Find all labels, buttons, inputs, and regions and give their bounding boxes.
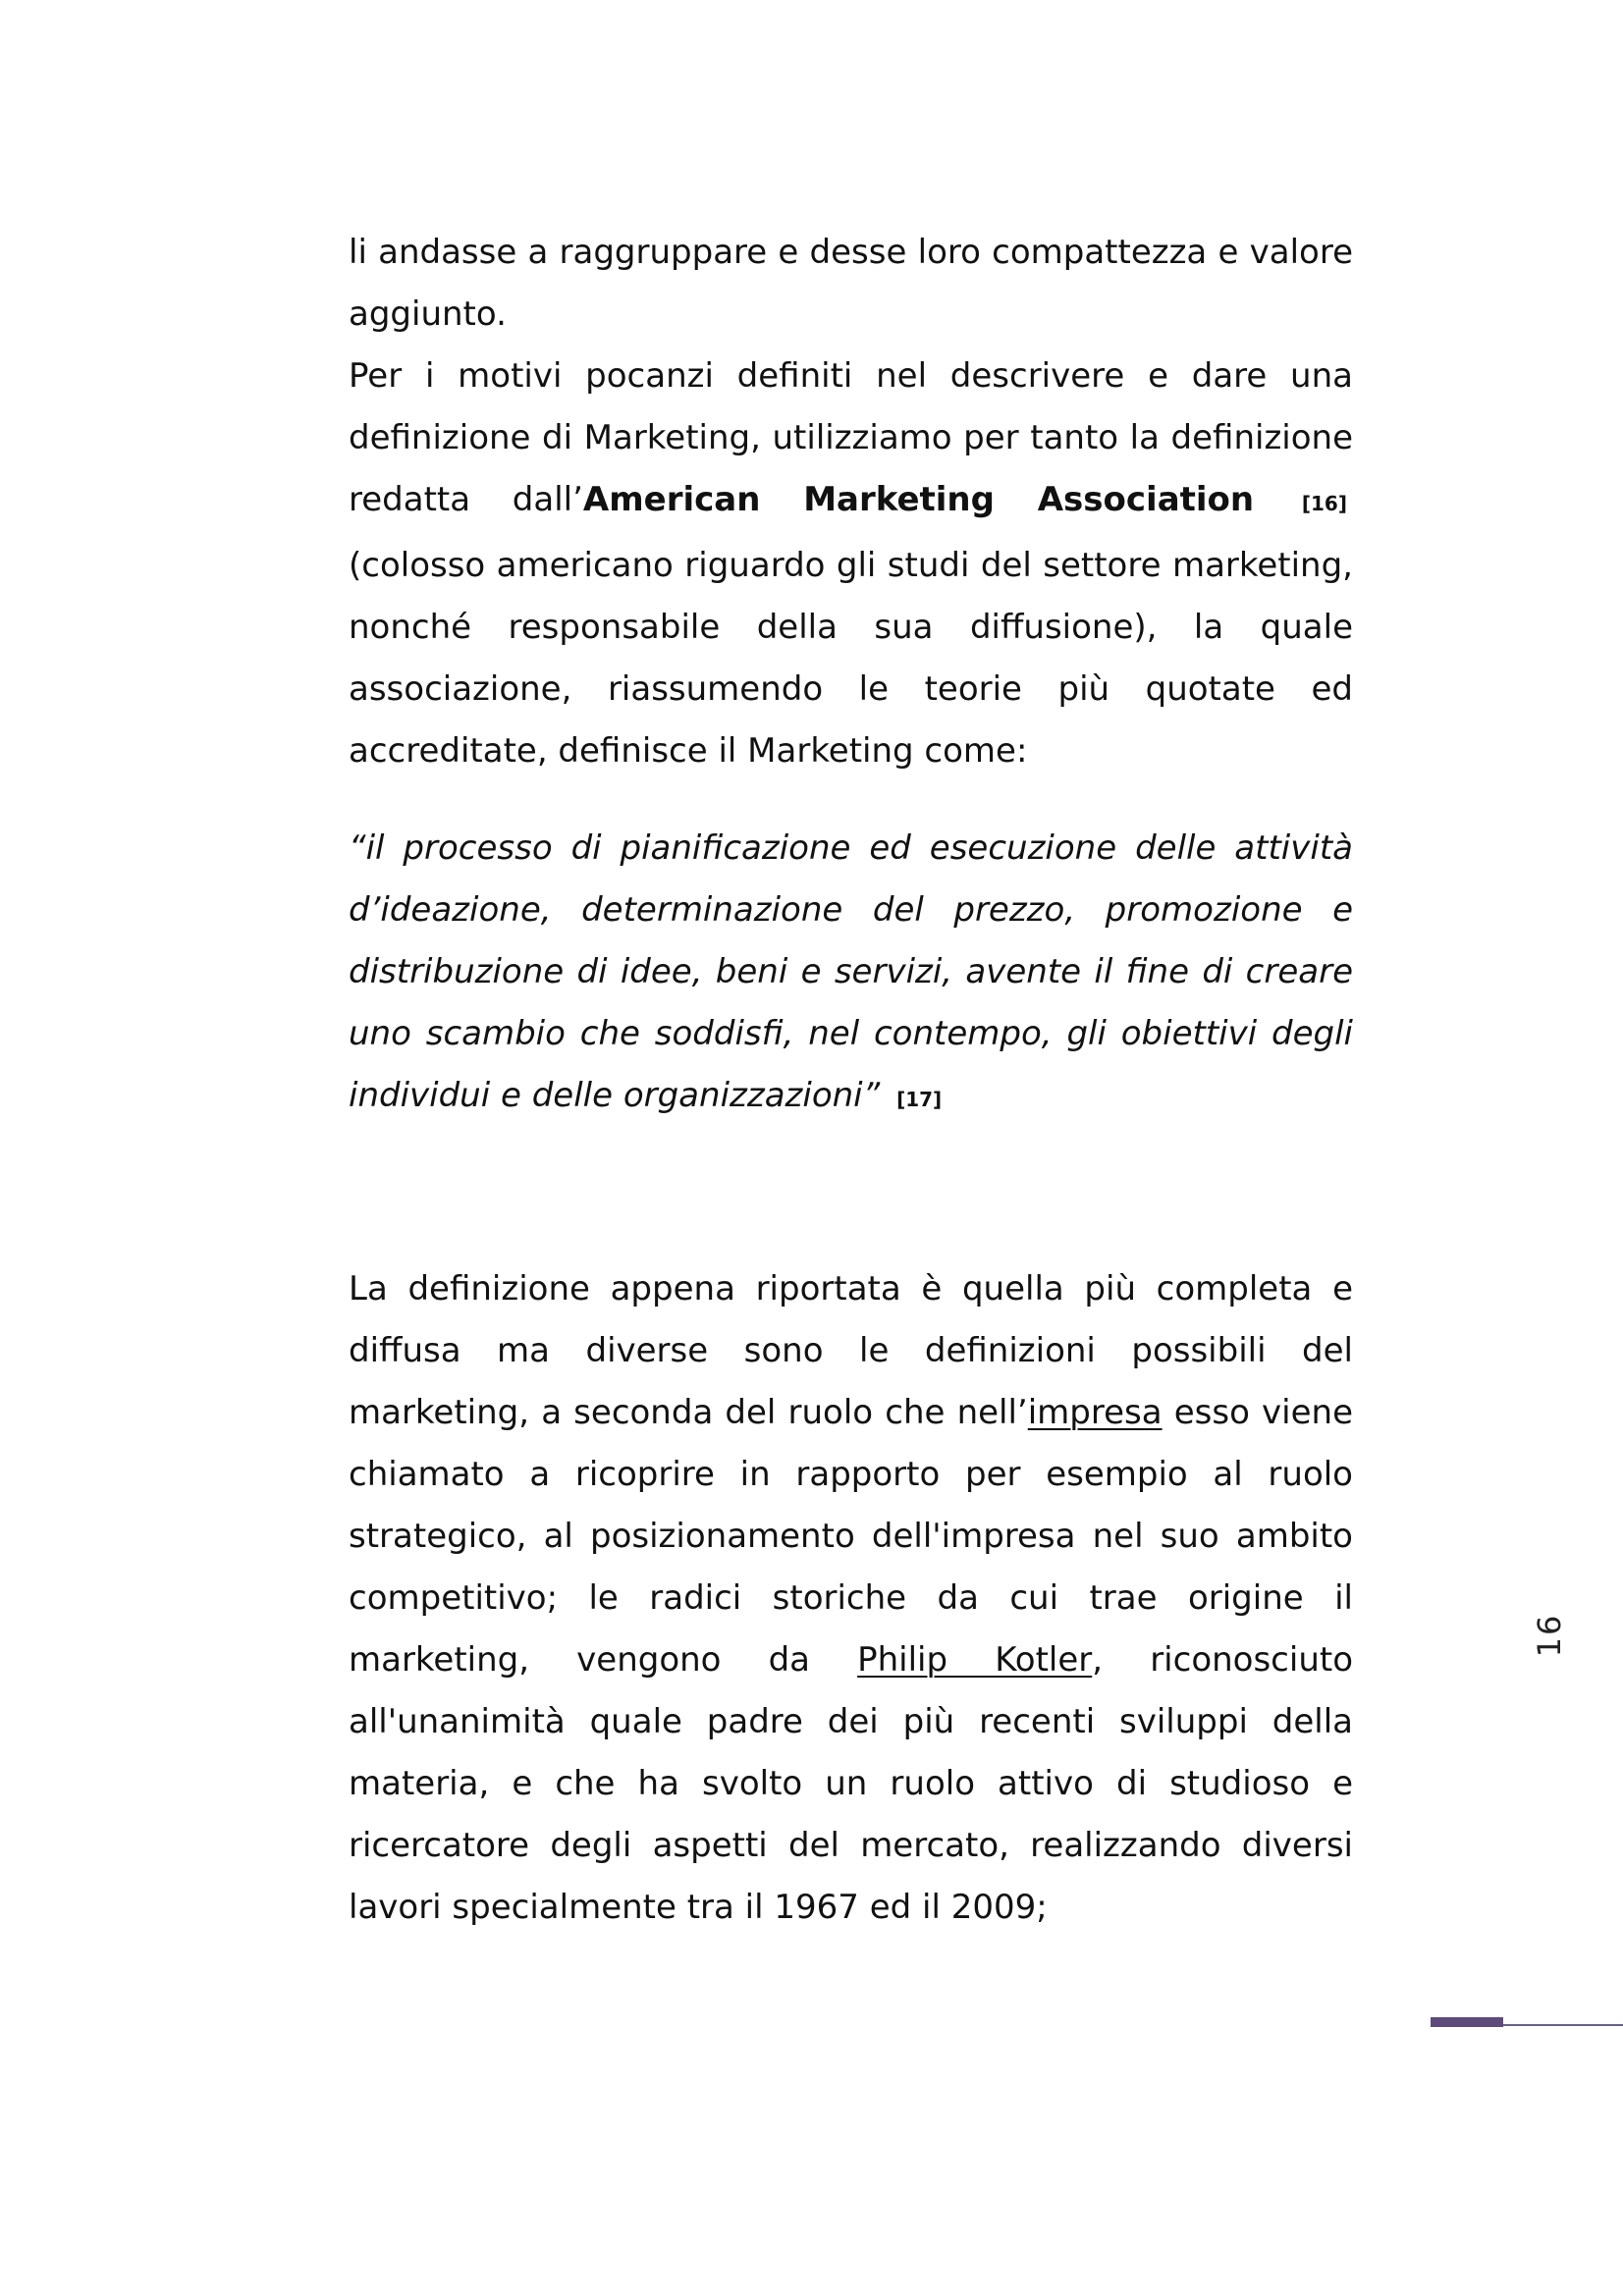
paragraph-definition-intro <box>349 346 1353 782</box>
footnote-ref-17[interactable]: [17] <box>896 1088 943 1111</box>
paragraph-continuation: li andasse a raggruppare e desse loro compattezza e valore aggiunto. <box>349 233 1353 334</box>
kotler-text-part1: La definizione appena riportata è quella più completa e diffusa ma diverse sono le definizioni possibili del marketing, a seconda del ruolo che nell’ <box>349 1269 1353 1432</box>
kotler-text-part3: , riconosciuto all'unanimità quale padre dei più recenti sviluppi della materia, e che ha svolto un ruolo attivo di studioso e ricercatore degli aspetti del mercato, realizzando diversi lavori specialmente tra il 1967 ed il 2009; <box>349 1640 1354 1927</box>
definition-intro-text: Per i motivi pocanzi definiti nel descrivere e dare una definizione di Marketing, utilizziamo per tanto la definizione redatta dall’ <box>349 356 1353 519</box>
kotler-text-part2: esso viene chiamato a ricoprire in rapporto per esempio al ruolo strategico, al posizionamento dell'impresa nel suo ambito competitivo; le radici storiche da cui trae origine il marketing, vengono da <box>349 1393 1353 1680</box>
quote-text: “il processo di pianificazione ed esecuzione delle attività d’ideazione, determinazione del prezzo, promozione e distribuzione di idee, beni e servizi, avente il fine di creare uno scambio che soddisfi, nel contempo, gli obiettivi degli individui e delle organizzazioni” <box>349 828 1353 1115</box>
marketing-definition-quote <box>349 818 1353 1131</box>
paragraph-kotler <box>349 1258 1353 1939</box>
philip-kotler-link[interactable]: Philip Kotler <box>857 1640 1093 1680</box>
footer-accent-bar <box>1431 2017 1503 2027</box>
impresa-link[interactable]: impresa <box>1027 1393 1163 1432</box>
page-number: 16 <box>1531 1613 1568 1658</box>
definition-intro-rest: (colosso americano riguardo gli studi del settore marketing, nonché responsabile della sua diffusione), la quale associazione, riassumendo le teorie più quotate ed accreditate, definisce il Marketing come: <box>349 546 1353 771</box>
footnote-ref-16[interactable]: [16] <box>1301 492 1347 515</box>
american-marketing-association: American Marketing Association <box>582 480 1255 519</box>
footer-rule <box>1502 2024 1623 2026</box>
page-body <box>349 222 1353 1939</box>
